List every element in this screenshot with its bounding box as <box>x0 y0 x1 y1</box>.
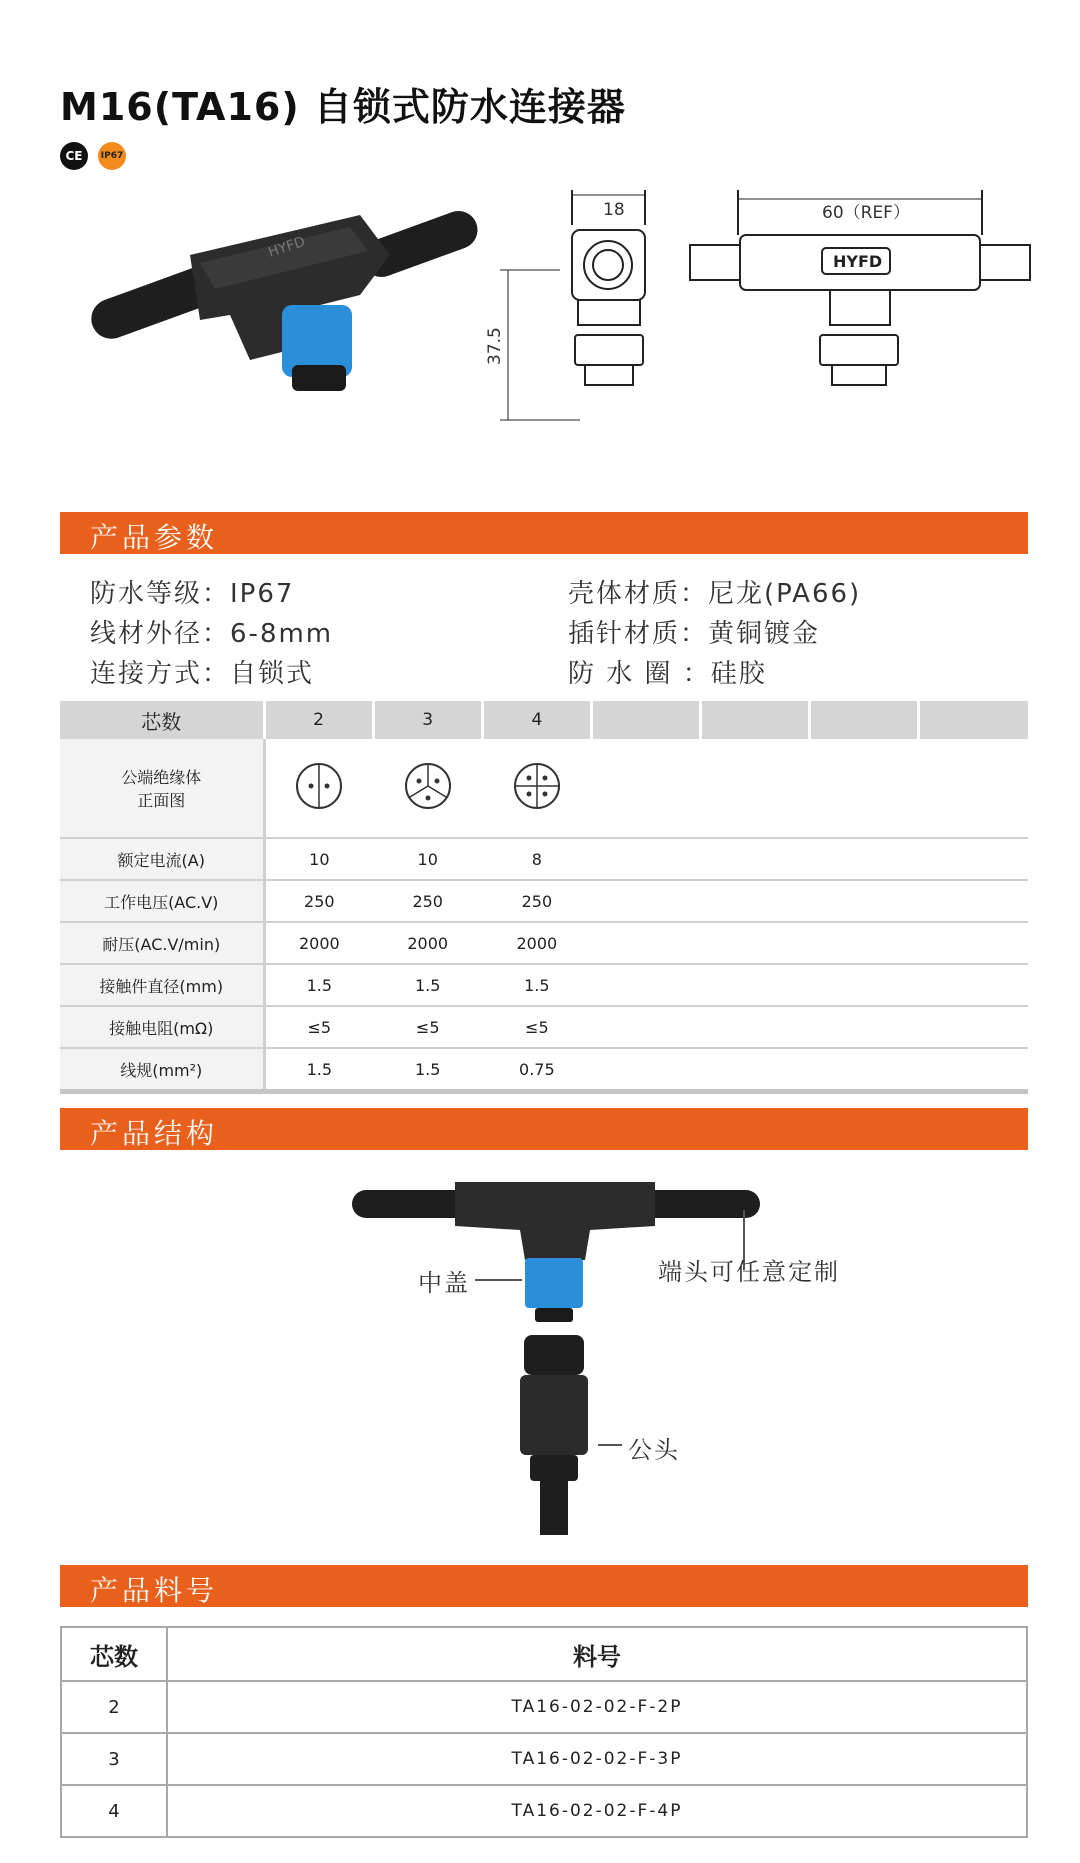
callout-custom-end: 端头可任意定制 <box>658 1258 840 1286</box>
pn-header-row: 芯数 料号 <box>61 1627 1027 1681</box>
section-params-header <box>60 512 1028 554</box>
param-item: 壳体材质：尼龙(PA66) <box>568 579 862 609</box>
section-structure-header <box>60 1108 1028 1150</box>
spec-table <box>60 701 1028 1094</box>
section-params-title: 产品参数 <box>90 521 219 554</box>
cert-badges <box>60 142 126 170</box>
photo-logo: HYFD <box>266 233 308 261</box>
dim-width: 18 <box>603 200 625 220</box>
face-4pin-icon <box>482 739 591 838</box>
callout-male: 公头 <box>628 1436 680 1464</box>
section-part-numbers-header <box>60 1565 1028 1607</box>
param-item: 防 水 圈 ：硅胶 <box>568 659 767 689</box>
structure-image <box>0 1160 1080 1540</box>
dim-length: 60（REF） <box>822 203 910 223</box>
dim-height: 37.5 <box>485 327 505 365</box>
section-structure-title: 产品结构 <box>90 1117 219 1150</box>
param-item: 插针材质：黄铜镀金 <box>568 619 821 649</box>
ip67-icon: IP67 <box>98 142 126 170</box>
part-number-table <box>60 1626 1028 1838</box>
drawing-logo: HYFD <box>833 252 883 271</box>
param-item: 线材外径：6-8mm <box>90 619 334 649</box>
spec-face-row: 公端绝缘体 正面图 <box>60 739 1028 838</box>
spec-row: 接触件直径(mm) 1.5 1.5 1.5 <box>60 964 1028 1006</box>
ce-icon: CE <box>60 142 88 170</box>
face-3pin-icon <box>373 739 482 838</box>
table-row: 2 TA16-02-02-F-2P <box>61 1681 1027 1733</box>
table-row: 3 TA16-02-02-F-3P <box>61 1733 1027 1785</box>
page-title: M16(TA16) 自锁式防水连接器 <box>60 85 626 129</box>
section-part-numbers-title: 产品料号 <box>90 1574 219 1607</box>
side-view-drawing <box>500 190 645 420</box>
table-row: 4 TA16-02-02-F-4P <box>61 1785 1027 1837</box>
param-item: 防水等级：IP67 <box>90 579 295 609</box>
spec-row: 耐压(AC.V/min) 2000 2000 2000 <box>60 922 1028 964</box>
product-drawings <box>0 185 1080 445</box>
face-2pin-icon <box>264 739 373 838</box>
spec-row: 工作电压(AC.V) 250 250 250 <box>60 880 1028 922</box>
spec-row: 额定电流(A) 10 10 8 <box>60 838 1028 880</box>
callout-middle-cover: 中盖 <box>418 1269 470 1297</box>
product-photo <box>86 206 483 391</box>
spec-row: 线规(mm²) 1.5 1.5 0.75 <box>60 1048 1028 1092</box>
param-item: 连接方式：自锁式 <box>90 659 315 689</box>
spec-header-row: 芯数 2 3 4 <box>60 701 1028 739</box>
spec-row: 接触电阻(mΩ) ≤5 ≤5 ≤5 <box>60 1006 1028 1048</box>
